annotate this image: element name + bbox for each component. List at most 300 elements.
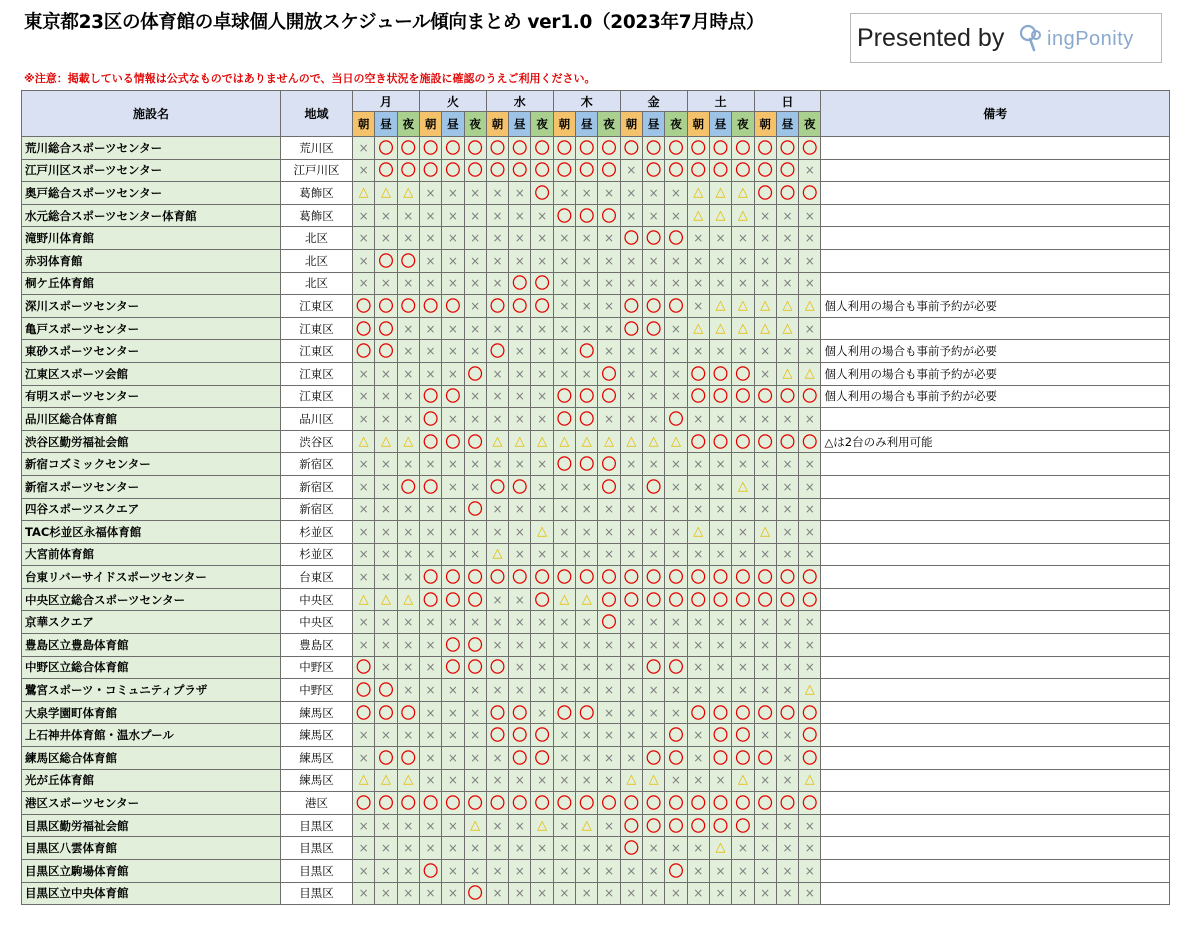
availability-cell [375,860,397,883]
availability-cell [419,656,441,679]
availability-cell [620,249,642,272]
table-row [22,543,1170,566]
unavailable-mark: × [492,276,503,291]
unavailable-mark: × [715,637,726,652]
available-mark: 〇 [713,794,729,813]
facility-name: 有明スポーツセンター [22,385,281,408]
unavailable-mark: × [447,841,458,856]
unavailable-mark: × [492,637,503,652]
available-mark: 〇 [489,658,505,677]
availability-cell [375,837,397,860]
availability-cell [732,362,754,385]
table-row [22,453,1170,476]
available-mark: 〇 [713,364,729,383]
unavailable-mark: × [782,773,793,788]
notes-cell [821,882,1170,905]
available-mark: 〇 [423,161,439,180]
availability-cell [375,204,397,227]
availability-cell [687,611,709,634]
availability-cell [598,182,620,205]
unavailable-mark: × [760,683,771,698]
available-mark: 〇 [445,432,461,451]
availability-cell [419,588,441,611]
availability-cell [486,860,508,883]
facility-name: 京華スクエア [22,611,281,634]
availability-cell [799,814,821,837]
availability-cell [732,588,754,611]
availability-cell [754,792,776,815]
availability-cell [353,159,375,182]
available-mark: 〇 [378,681,394,700]
availability-cell [419,227,441,250]
availability-cell [375,611,397,634]
availability-cell [754,543,776,566]
area-name: 目黒区 [281,882,353,905]
available-mark: 〇 [467,161,483,180]
table-row [22,204,1170,227]
availability-cell [598,724,620,747]
ping-pong-paddle-logo-icon [1017,23,1047,53]
availability-cell [464,656,486,679]
available-mark: 〇 [489,568,505,587]
available-mark: 〇 [534,726,550,745]
limited-mark: △ [715,297,726,313]
available-mark: 〇 [423,477,439,496]
unavailable-mark: × [648,547,659,562]
notes-cell [821,475,1170,498]
availability-cell [553,679,575,702]
availability-cell [598,249,620,272]
availability-cell [419,882,441,905]
facility-name: 滝野川体育館 [22,227,281,250]
availability-cell [665,249,687,272]
available-mark: 〇 [668,658,684,677]
unavailable-mark: × [380,366,391,381]
unavailable-mark: × [603,185,615,200]
unavailable-mark: × [760,615,771,630]
availability-cell [709,498,731,521]
availability-cell [464,634,486,657]
availability-cell [531,882,553,905]
availability-cell [709,769,731,792]
unavailable-mark: × [626,344,637,359]
limited-mark: △ [648,772,659,788]
column-header-time-slot: 昼 [776,112,798,137]
unavailable-mark: × [626,366,637,381]
unavailable-mark: × [537,637,548,652]
availability-cell [799,792,821,815]
unavailable-mark: × [470,683,481,698]
unavailable-mark: × [559,253,570,268]
availability-cell [576,769,598,792]
available-mark: 〇 [556,703,572,722]
availability-cell [642,543,664,566]
availability-cell [642,724,664,747]
unavailable-mark: × [358,253,369,268]
availability-cell [509,656,531,679]
available-mark: 〇 [668,861,684,880]
available-mark: 〇 [378,748,394,767]
availability-cell [598,769,620,792]
availability-cell [620,430,642,453]
available-mark: 〇 [802,568,818,587]
availability-cell [397,430,419,453]
availability-cell [486,679,508,702]
availability-cell [553,295,575,318]
unavailable-mark: × [537,411,548,426]
table-row [22,249,1170,272]
availability-cell [709,634,731,657]
column-header-time-slot: 夜 [665,112,687,137]
facility-name: 大宮前体育館 [22,543,281,566]
available-mark: 〇 [445,568,461,587]
availability-cell [598,137,620,160]
available-mark: 〇 [489,794,505,813]
availability-cell [709,814,731,837]
availability-cell [419,747,441,770]
availability-cell [375,566,397,589]
available-mark: 〇 [623,296,639,315]
availability-cell [509,747,531,770]
unavailable-mark: × [470,276,481,291]
column-header-time-slot: 朝 [754,112,776,137]
available-mark: 〇 [735,161,751,180]
availability-cell [776,295,798,318]
availability-cell [553,543,575,566]
availability-cell [687,860,709,883]
available-mark: 〇 [802,138,818,157]
table-row [22,272,1170,295]
available-mark: 〇 [512,161,528,180]
availability-cell [776,860,798,883]
unavailable-mark: × [581,660,592,675]
availability-cell [799,656,821,679]
unavailable-mark: × [737,253,748,268]
unavailable-mark: × [403,344,414,359]
availability-cell [531,656,553,679]
unavailable-mark: × [559,366,570,381]
available-mark: 〇 [400,477,416,496]
available-mark: 〇 [534,794,550,813]
unavailable-mark: × [470,457,481,472]
unavailable-mark: × [626,457,637,472]
facility-name: 奥戸総合スポーツセンター [22,182,281,205]
unavailable-mark: × [514,886,525,901]
availability-cell [397,543,419,566]
unavailable-mark: × [492,615,503,630]
availability-cell [419,453,441,476]
available-mark: 〇 [623,229,639,248]
availability-cell [665,408,687,431]
availability-cell [397,159,419,182]
unavailable-mark: × [447,886,458,901]
unavailable-mark: × [782,637,793,652]
availability-cell [553,611,575,634]
availability-cell [709,340,731,363]
available-mark: 〇 [623,816,639,835]
unavailable-mark: × [470,524,481,539]
unavailable-mark: × [492,502,503,517]
facility-name: 新宿スポーツセンター [22,475,281,498]
unavailable-mark: × [715,344,726,359]
availability-cell [598,430,620,453]
available-mark: 〇 [646,590,662,609]
availability-cell [576,317,598,340]
unavailable-mark: × [559,818,570,833]
availability-cell [665,272,687,295]
availability-cell [397,453,419,476]
available-mark: 〇 [378,703,394,722]
unavailable-mark: × [380,615,391,630]
availability-cell [531,430,553,453]
unavailable-mark: × [380,547,391,562]
unavailable-mark: × [559,886,570,901]
schedule-table [21,90,1170,905]
limited-mark: △ [760,523,771,539]
available-mark: 〇 [735,568,751,587]
availability-cell [598,588,620,611]
availability-cell [709,362,731,385]
facility-name: 豊島区立豊島体育館 [22,634,281,657]
availability-cell [687,362,709,385]
availability-cell [419,362,441,385]
availability-cell [419,837,441,860]
limited-mark: △ [693,184,704,200]
availability-cell [799,566,821,589]
availability-cell [799,430,821,453]
available-mark: 〇 [713,568,729,587]
availability-cell [353,701,375,724]
availability-cell [620,679,642,702]
availability-cell [486,498,508,521]
availability-cell [442,882,464,905]
available-mark: 〇 [757,387,773,406]
column-header-time-slot: 夜 [732,112,754,137]
availability-cell [353,227,375,250]
available-mark: 〇 [423,590,439,609]
availability-cell [553,792,575,815]
available-mark: 〇 [512,296,528,315]
availability-cell [620,656,642,679]
availability-cell [687,227,709,250]
availability-cell [776,769,798,792]
available-mark: 〇 [467,568,483,587]
available-mark: 〇 [601,455,617,474]
availability-cell [598,701,620,724]
availability-cell [419,295,441,318]
unavailable-mark: × [537,389,548,404]
availability-cell [799,453,821,476]
unavailable-mark: × [670,276,681,291]
availability-cell [464,159,486,182]
unavailable-mark: × [693,276,704,291]
limited-mark: △ [626,433,637,449]
available-mark: 〇 [802,183,818,202]
available-mark: 〇 [556,387,572,406]
availability-cell [442,814,464,837]
available-mark: 〇 [467,658,483,677]
available-mark: 〇 [534,296,550,315]
availability-cell [620,408,642,431]
unavailable-mark: × [559,863,570,878]
availability-cell [509,340,531,363]
availability-cell [486,408,508,431]
availability-cell [620,498,642,521]
unavailable-mark: × [670,886,681,901]
unavailable-mark: × [737,660,748,675]
availability-cell [486,792,508,815]
unavailable-mark: × [447,411,458,426]
unavailable-mark: × [804,479,815,494]
availability-cell [799,724,821,747]
availability-cell [375,747,397,770]
availability-cell [732,295,754,318]
availability-cell [375,340,397,363]
availability-cell [553,837,575,860]
unavailable-mark: × [492,457,503,472]
availability-cell [732,498,754,521]
availability-cell [375,882,397,905]
availability-cell [464,792,486,815]
unavailable-mark: × [670,615,681,630]
availability-cell [754,814,776,837]
availability-cell [509,611,531,634]
availability-cell [509,701,531,724]
available-mark: 〇 [802,387,818,406]
available-mark: 〇 [601,206,617,225]
availability-cell [709,204,731,227]
unavailable-mark: × [626,615,637,630]
available-mark: 〇 [356,794,372,813]
unavailable-mark: × [693,886,704,901]
area-name: 豊島区 [281,634,353,657]
unavailable-mark: × [537,208,548,223]
unavailable-mark: × [715,886,726,901]
schedule-body [22,137,1170,905]
availability-cell [553,408,575,431]
area-name: 台東区 [281,566,353,589]
availability-cell [576,295,598,318]
availability-cell [353,182,375,205]
unavailable-mark: × [760,841,771,856]
limited-mark: △ [380,184,391,200]
notes-cell [821,249,1170,272]
availability-cell [509,408,531,431]
unavailable-mark: × [447,615,458,630]
unavailable-mark: × [670,705,681,720]
availability-cell [531,792,553,815]
unavailable-mark: × [470,841,481,856]
unavailable-mark: × [425,705,436,720]
availability-cell [442,408,464,431]
unavailable-mark: × [514,253,525,268]
unavailable-mark: × [603,773,615,788]
unavailable-mark: × [537,705,548,720]
area-name: 目黒区 [281,860,353,883]
unavailable-mark: × [670,524,681,539]
availability-cell [531,543,553,566]
notes-cell [821,792,1170,815]
area-name: 練馬区 [281,724,353,747]
availability-cell [709,747,731,770]
area-name: 葛飾区 [281,204,353,227]
availability-cell [598,317,620,340]
unavailable-mark: × [760,773,771,788]
unavailable-mark: × [358,750,369,765]
available-mark: 〇 [356,703,372,722]
availability-cell [598,408,620,431]
available-mark: 〇 [757,432,773,451]
unavailable-mark: × [603,683,615,698]
availability-cell [799,611,821,634]
unavailable-mark: × [447,231,458,246]
unavailable-mark: × [626,163,637,178]
availability-cell [509,543,531,566]
availability-cell [375,408,397,431]
availability-cell [799,521,821,544]
availability-cell [509,159,531,182]
availability-cell [442,249,464,272]
available-mark: 〇 [623,568,639,587]
availability-cell [642,792,664,815]
availability-cell [353,679,375,702]
available-mark: 〇 [601,590,617,609]
unavailable-mark: × [670,637,681,652]
available-mark: 〇 [400,296,416,315]
availability-cell [509,566,531,589]
notes-cell: 個人利用の場合も事前予約が必要 [821,340,1170,363]
availability-cell [353,882,375,905]
availability-cell [799,498,821,521]
available-mark: 〇 [400,703,416,722]
availability-cell [353,611,375,634]
availability-cell [576,747,598,770]
availability-cell [620,453,642,476]
unavailable-mark: × [559,728,570,743]
availability-cell [397,498,419,521]
availability-cell [375,543,397,566]
availability-cell [419,340,441,363]
notes-cell [821,521,1170,544]
unavailable-mark: × [782,344,793,359]
unavailable-mark: × [403,502,414,517]
unavailable-mark: × [403,231,414,246]
availability-cell [576,814,598,837]
unavailable-mark: × [380,457,391,472]
availability-cell [642,679,664,702]
unavailable-mark: × [603,276,615,291]
availability-cell [665,362,687,385]
unavailable-mark: × [693,231,704,246]
availability-cell [620,814,642,837]
available-mark: 〇 [735,432,751,451]
availability-cell [732,860,754,883]
availability-cell [553,566,575,589]
availability-cell [397,182,419,205]
availability-cell [375,137,397,160]
availability-cell [531,611,553,634]
unavailable-mark: × [804,253,815,268]
availability-cell [553,724,575,747]
available-mark: 〇 [445,635,461,654]
availability-cell [442,837,464,860]
unavailable-mark: × [737,615,748,630]
limited-mark: △ [804,682,815,698]
unavailable-mark: × [603,231,615,246]
availability-cell [531,634,553,657]
availability-cell [687,498,709,521]
unavailable-mark: × [581,502,592,517]
